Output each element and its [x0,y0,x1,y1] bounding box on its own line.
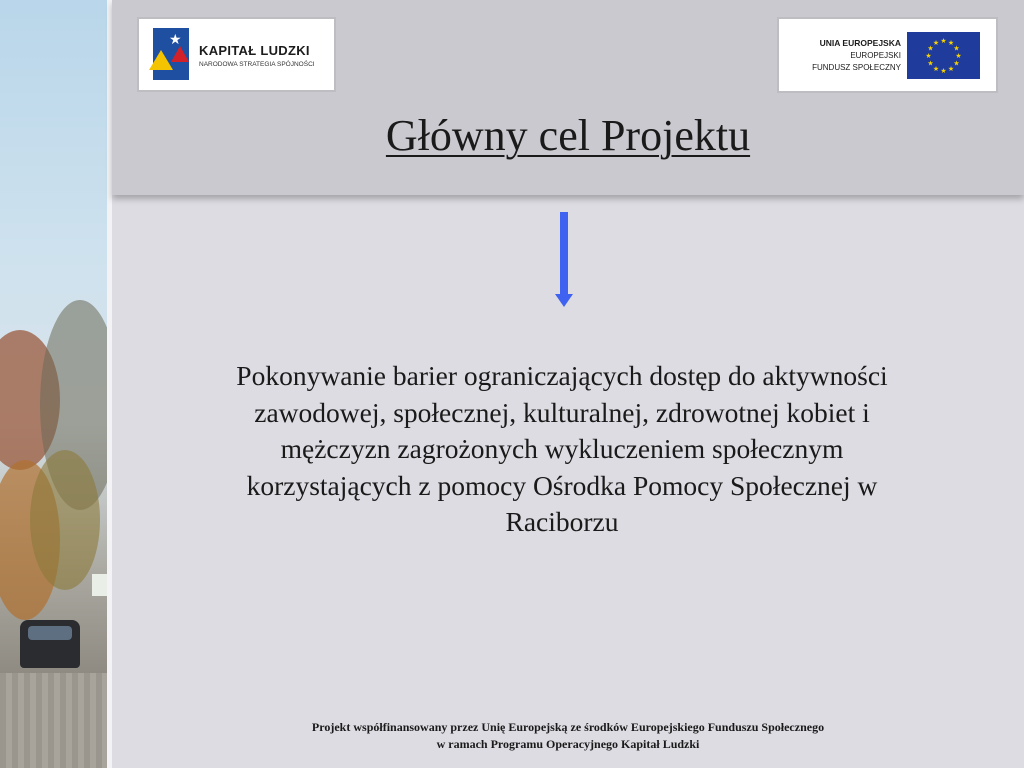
eu-star: ★ [953,44,960,53]
eu-flag-icon [907,32,980,79]
eu-star: ★ [953,59,960,68]
eu-star: ★ [927,44,934,53]
goal-text: Pokonywanie barier ograniczających dostęp do aktywności zawodowej, społecznej, kulturalnej, zdrowotnej kobiet i mężczyzn zagrożonych wykluczeniem społecznym korzystających z pomocy Ośrodka Pomocy Społecznej w Raciborzu [236,360,888,538]
eu-star: ★ [947,64,955,73]
eu-logo-line1: UNIA EUROPEJSKA [819,38,901,48]
eu-logo [777,17,998,93]
eu-star: ★ [932,64,940,73]
eu-star: ★ [925,52,932,60]
sidewalk [0,673,107,768]
down-arrow-icon [555,212,573,308]
eu-logo-line2: EUROPEJSKI [850,51,901,60]
car [20,620,80,668]
eu-star: ★ [932,39,940,48]
eu-logo-line3: FUNDUSZ SPOŁECZNY [812,63,901,72]
eu-star: ★ [940,37,947,45]
kl-logo-name: KAPITAŁ LUDZKI [199,43,310,58]
eu-star: ★ [947,39,955,48]
footer-line1: Projekt współfinansowany przez Unię Europejską ze środków Europejskiego Funduszu Społecznego [311,720,825,734]
kapital-ludzki-logo [137,17,336,92]
bus [92,574,107,596]
footer-line2: w ramach Programu Operacyjnego Kapitał Ludzki [436,737,700,751]
street-photo [0,0,107,768]
eu-star: ★ [940,67,947,75]
eu-star: ★ [927,59,934,68]
kapital-ludzki-logo-icon: ★ [153,28,189,80]
eu-star: ★ [955,52,962,60]
slide-title: Główny cel Projektu [385,111,751,160]
footer [112,719,1024,753]
kl-logo-subtitle: NARODOWA STRATEGIA SPÓJNOŚCI [199,61,315,68]
